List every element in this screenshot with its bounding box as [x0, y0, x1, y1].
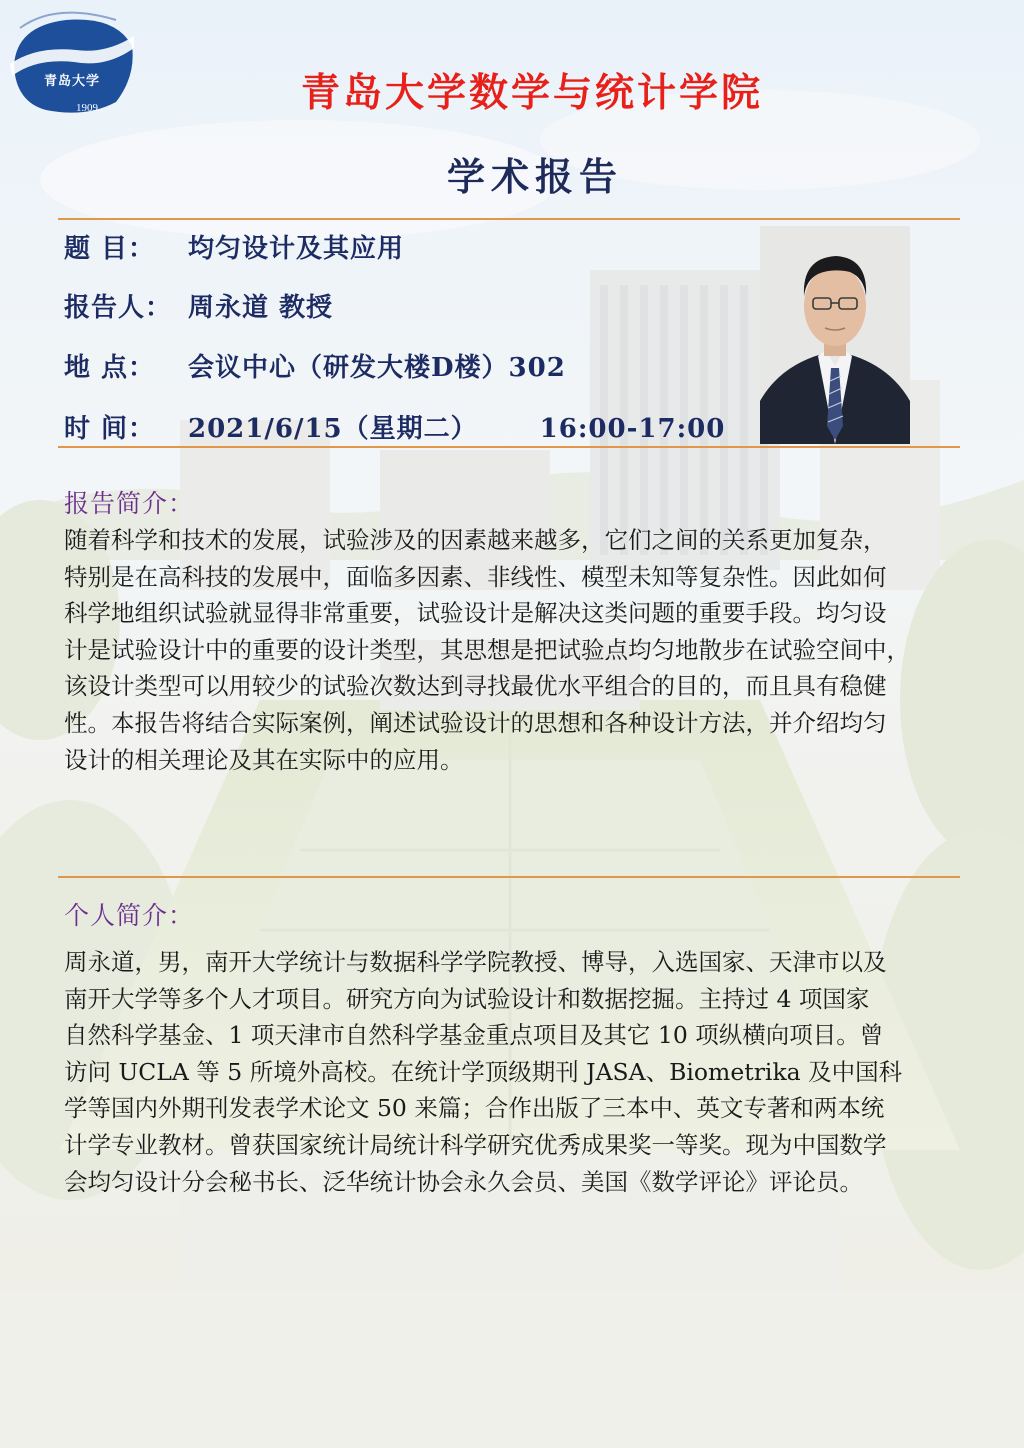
- report-title: 学术报告: [446, 154, 623, 199]
- abstract-line: 计是试验设计中的重要的设计类型，其思想是把试验点均匀地散步在试验空间中，: [64, 635, 910, 664]
- bio-line: 自然科学基金、1 项天津市自然科学基金重点项目及其它 10 项纵横向项目。曾: [64, 1021, 884, 1050]
- abstract-paragraph: [64, 522, 964, 778]
- bio-line: 计学专业教材。曾获国家统计局统计科学研究优秀成果奖一等奖。现为中国数学: [64, 1130, 887, 1159]
- logo-year: 1909: [76, 102, 98, 114]
- bio-line: 南开大学等多个人才项目。研究方向为试验设计和数据挖掘。主持过 4 项国家: [64, 984, 870, 1013]
- abstract-line: 科学地组织试验就显得非常重要，试验设计是解决这类问题的重要手段。均匀设: [64, 599, 887, 628]
- abstract-line: 设计的相关理论及其在实际中的应用。: [64, 745, 464, 774]
- divider-top: [58, 218, 960, 220]
- info-topic: [64, 228, 404, 265]
- location-value: 会议中心（研发大楼D楼）302: [188, 353, 566, 383]
- logo-school-name: 青岛大学: [44, 74, 101, 89]
- speaker-label: 报告人：: [64, 293, 173, 323]
- time-label: 时 间：: [64, 414, 156, 444]
- abstract-heading: 报告简介：: [64, 489, 195, 518]
- time-range: 16:00-17:00: [539, 414, 726, 444]
- abstract-line: 该设计类型可以用较少的试验次数达到寻找最优水平组合的目的，而且具有稳健: [64, 672, 887, 701]
- bio-paragraph: [64, 944, 964, 1200]
- topic-value: 均匀设计及其应用: [188, 234, 405, 264]
- divider-abstract: [58, 876, 960, 878]
- abstract-line: 随着科学和技术的发展，试验涉及的因素越来越多，它们之间的关系更加复杂，: [64, 526, 887, 554]
- topic-label: 题 目：: [64, 234, 156, 264]
- info-speaker: [64, 287, 333, 324]
- location-label: 地 点：: [64, 353, 156, 383]
- info-time: [64, 408, 725, 445]
- speaker-photo: [760, 226, 910, 444]
- abstract-line: 性。本报告将结合实际案例，阐述试验设计的思想和各种设计方法，并介绍均匀: [64, 708, 887, 737]
- bio-line: 会均匀设计分会秘书长、泛华统计协会永久会员、美国《数学评论》评论员。: [64, 1167, 863, 1196]
- college-title: 青岛大学数学与统计学院: [300, 70, 763, 116]
- bio-line: 学等国内外期刊发表学术论文 50 来篇；合作出版了三本中、英文专著和两本统: [64, 1094, 885, 1123]
- bio-line: 访问 UCLA 等 5 所境外高校。在统计学顶级期刊 JASA、Biometrika 及中国科: [64, 1057, 903, 1086]
- time-date: 2021/6/15（星期二）: [188, 414, 478, 444]
- bio-heading: 个人简介：: [64, 901, 195, 930]
- abstract-line: 特别是在高科技的发展中，面临多因素、非线性、模型未知等复杂性。因此如何: [64, 562, 887, 591]
- bio-line: 周永道，男，南开大学统计与数据科学学院教授、博导，入选国家、天津市以及: [64, 948, 887, 976]
- info-location: [64, 347, 566, 384]
- divider-info: [58, 446, 960, 448]
- speaker-value: 周永道 教授: [188, 293, 334, 323]
